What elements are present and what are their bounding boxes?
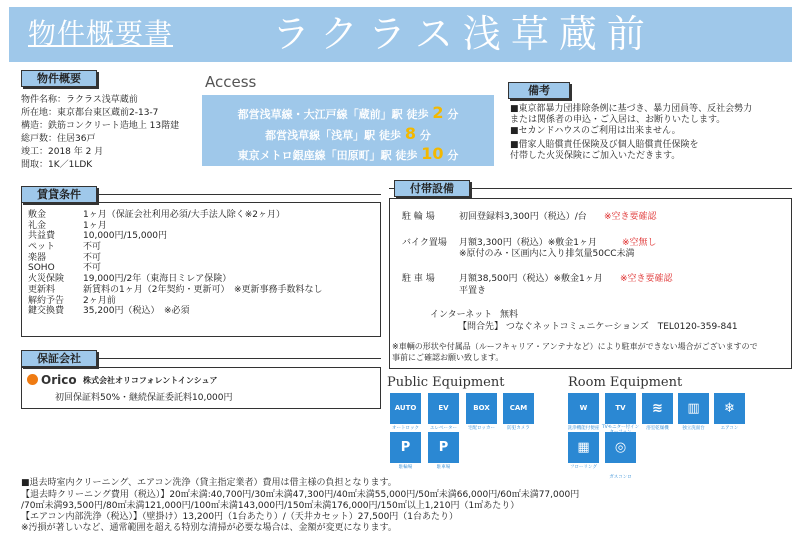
page-title: 物件概要書 bbox=[28, 17, 174, 50]
property-name: ラクラス浅草蔵前 bbox=[272, 12, 655, 56]
car-parking-value: 月額38,500円（税込）※敷金1ヶ月 bbox=[459, 274, 603, 284]
rental-value: 1ヶ月 bbox=[83, 220, 107, 231]
moto-parking-note: ※空無し bbox=[622, 238, 657, 248]
washlet-icon: W bbox=[568, 393, 599, 424]
rental-key: 鍵交換費 bbox=[28, 306, 65, 317]
access-line bbox=[202, 144, 494, 163]
notes-line: 付帯した火災保険にご加入いただきます。 bbox=[510, 151, 681, 161]
access-route: 東京メトロ銀座線「田原町」駅 徒歩 bbox=[237, 149, 418, 162]
overview-line: 総戸数：住居36戸 bbox=[21, 134, 96, 144]
bicycle-parking-caption: 駐輪場 bbox=[398, 465, 413, 470]
notes-line: または関係者の申込・ご入居は、お断りいたします。 bbox=[510, 115, 726, 125]
public-equipment-title: Public Equipment bbox=[387, 375, 505, 390]
footer-line: 【退去時クリーニング費用（税込）】20㎡未満:40,700円/30㎡未満47,300円/40㎡未満55,000円/50㎡未満66,000円/60㎡未満77,000円 bbox=[21, 490, 580, 500]
internet-key: インターネット bbox=[430, 310, 493, 320]
gas-stove-caption: ガスコンロ bbox=[609, 475, 632, 480]
car-parking-key: 駐 車 場 bbox=[402, 274, 435, 284]
bath-dryer-caption: 浴室乾燥機 bbox=[646, 426, 669, 431]
moto-parking-sub: ※原付のみ・区画内に入り排気量50CC未満 bbox=[459, 249, 635, 259]
rental-value: 新賃料の1ヶ月（2年契約・更新可） ※更新事務手数料なし bbox=[83, 284, 323, 295]
footer-line: ■退去時室内クリーニング、エアコン洗浄（貸主指定業者）費用は借主様の負担となります。 bbox=[21, 478, 397, 488]
overview-heading: 物件概要 bbox=[21, 70, 97, 87]
bike-parking-value: 初回登録料3,300円（税込）/台 bbox=[459, 212, 587, 222]
flooring-icon: ▦ bbox=[568, 432, 599, 463]
rental-value: 1ヶ月（保証会社利用必須/大手法人除く※2ヶ月） bbox=[83, 210, 286, 220]
moto-parking-value: 月額3,300円（税込）※敷金1ヶ月 bbox=[459, 238, 598, 248]
overview-line: 間取：1K／1LDK bbox=[21, 160, 93, 170]
rental-table bbox=[28, 210, 323, 317]
rental-row bbox=[28, 253, 323, 264]
access-unit: 分 bbox=[447, 149, 459, 162]
rental-key: 共益費 bbox=[28, 231, 56, 242]
camera-caption: 防犯カメラ bbox=[507, 426, 530, 431]
rental-value: 不可 bbox=[83, 242, 102, 253]
notes-list bbox=[510, 104, 792, 162]
rental-heading: 賃貸条件 bbox=[21, 186, 97, 203]
rental-key: 楽器 bbox=[28, 252, 47, 263]
elevator-caption: エレベーター bbox=[430, 426, 457, 431]
gas-stove-icon: ◎ bbox=[605, 432, 636, 463]
overview-line: 所在地：東京都台東区蔵前2-13-7 bbox=[21, 108, 159, 118]
access-line bbox=[202, 103, 494, 122]
rental-row bbox=[28, 210, 323, 221]
room-equipment-title: Room Equipment bbox=[568, 375, 683, 390]
rental-key: 解約予告 bbox=[28, 295, 65, 306]
rental-row bbox=[28, 242, 323, 253]
access-route: 都営浅草線・大江戸線「蔵前」駅 徒歩 bbox=[237, 108, 429, 121]
facilities-heading: 付帯設備 bbox=[394, 180, 470, 197]
footer-notes bbox=[21, 478, 579, 534]
access-box bbox=[202, 95, 494, 166]
overview-line: 物件名称：ラクラス浅草蔵前 bbox=[21, 95, 138, 105]
facilities-remark: ※車輌の形状や付属品（ルーフキャリア・アンテナなど）により駐車ができない場合がございますので bbox=[392, 342, 758, 351]
car-parking-icon: P bbox=[428, 432, 459, 463]
delivery-locker-icon: BOX bbox=[466, 393, 497, 424]
access-minutes: 8 bbox=[404, 124, 416, 143]
internet-contact: 【問合先】 つなぐネットコミュニケーションズ TEL0120-359-841 bbox=[458, 322, 738, 332]
elevator-icon: EV bbox=[428, 393, 459, 424]
overview-line: 構造：鉄筋コンクリート造地上 13階建 bbox=[21, 121, 180, 131]
flooring-caption: フローリング bbox=[570, 465, 597, 470]
rental-value: 不可 bbox=[83, 263, 102, 274]
access-route: 都営浅草線「浅草」駅 徒歩 bbox=[265, 129, 401, 142]
rental-value: 不可 bbox=[83, 252, 102, 263]
car-parking-note: ※空き要確認 bbox=[620, 274, 673, 284]
guarantor-heading: 保証会社 bbox=[21, 350, 97, 367]
autolock-caption: オートロック bbox=[392, 426, 419, 431]
access-minutes: 2 bbox=[432, 103, 444, 122]
camera-icon: CAM bbox=[503, 393, 534, 424]
orico-logo-icon bbox=[27, 374, 38, 385]
rental-key: SOHO bbox=[28, 263, 55, 274]
access-unit: 分 bbox=[447, 108, 459, 121]
notes-heading: 備考 bbox=[508, 82, 570, 99]
internet-value: 無料 bbox=[500, 310, 519, 320]
rental-row bbox=[28, 285, 323, 296]
rental-value: 2ヶ月前 bbox=[83, 295, 116, 306]
washlet-caption: 洗浄機能付便座 bbox=[567, 426, 600, 431]
intercom-caption: TVモニター付イン bbox=[601, 425, 640, 430]
vanity-icon: ▥ bbox=[678, 393, 709, 424]
facilities-remark: 事前にご確認お願い致します。 bbox=[392, 353, 504, 362]
rental-key: 更新料 bbox=[28, 284, 56, 295]
footer-line: 【エアコン内部洗浄（税込）】（壁掛け）13,200円（1台あたり）/（天井カセット）27,500円（1台あたり） bbox=[21, 512, 459, 522]
guarantor-detail: 初回保証料50%・継続保証委託料10,000円 bbox=[55, 393, 233, 403]
car-parking-sub: 平置き bbox=[459, 286, 487, 296]
footer-line: ※汚損が著しいなど、通常範囲を超える特別な清掃が必要な場合は、金額が変更になります。 bbox=[21, 523, 397, 533]
guarantor-company: 株式会社オリコフォレントインシュア bbox=[83, 376, 218, 385]
overview-list bbox=[21, 95, 179, 173]
vanity-caption: 独立洗面台 bbox=[682, 426, 705, 431]
rental-key: 礼金 bbox=[28, 220, 47, 231]
aircon-icon: ❄ bbox=[714, 393, 745, 424]
autolock-icon: AUTO bbox=[390, 393, 421, 424]
rental-row bbox=[28, 263, 323, 274]
bath-dryer-icon: ≋ bbox=[642, 393, 673, 424]
rental-row bbox=[28, 231, 323, 242]
access-title: Access bbox=[205, 73, 257, 91]
car-parking-caption: 駐車場 bbox=[436, 465, 451, 470]
footer-line: /70㎡未満93,500円/80㎡未満121,000円/100㎡未満143,000円/150㎡未満176,000円/150㎡以上1,210円（1㎡あたり） bbox=[21, 501, 520, 511]
rental-value: 35,200円（税込） ※必須 bbox=[83, 306, 190, 317]
rental-value: 10,000円/15,000円 bbox=[83, 231, 168, 242]
rental-key: 敷金 bbox=[28, 210, 47, 220]
bike-parking-note: ※空き要確認 bbox=[604, 212, 657, 222]
rental-key: 火災保険 bbox=[28, 274, 65, 285]
rental-row bbox=[28, 296, 323, 307]
overview-line: 竣工：2018 年 2 月 bbox=[21, 147, 104, 157]
notes-line: ■東京都暴力団排除条例に基づき、暴力団員等、反社会勢力 bbox=[510, 104, 753, 114]
bicycle-parking-icon: P bbox=[390, 432, 421, 463]
notes-line: ■セカンドハウスのご利用は出来ません。 bbox=[510, 126, 681, 136]
access-minutes: 10 bbox=[421, 144, 444, 163]
rental-row bbox=[28, 306, 323, 317]
intercom-icon: TV bbox=[605, 393, 636, 424]
notes-line: ■借家人賠償責任保険及び個人賠償責任保険を bbox=[510, 140, 699, 150]
access-unit: 分 bbox=[419, 129, 431, 142]
rental-row bbox=[28, 274, 323, 285]
rental-key: ペット bbox=[28, 242, 56, 253]
access-line bbox=[202, 124, 494, 143]
aircon-caption: エアコン bbox=[720, 426, 739, 431]
moto-parking-key: バイク置場 bbox=[402, 238, 447, 248]
guarantor-logo-text: Orico bbox=[41, 373, 77, 387]
delivery-locker-caption: 宅配ロッカー bbox=[468, 426, 495, 431]
bike-parking-key: 駐 輪 場 bbox=[402, 212, 435, 222]
rental-value: 19,000円/2年（東海日ミレア保険） bbox=[83, 274, 232, 285]
rental-row bbox=[28, 221, 323, 232]
